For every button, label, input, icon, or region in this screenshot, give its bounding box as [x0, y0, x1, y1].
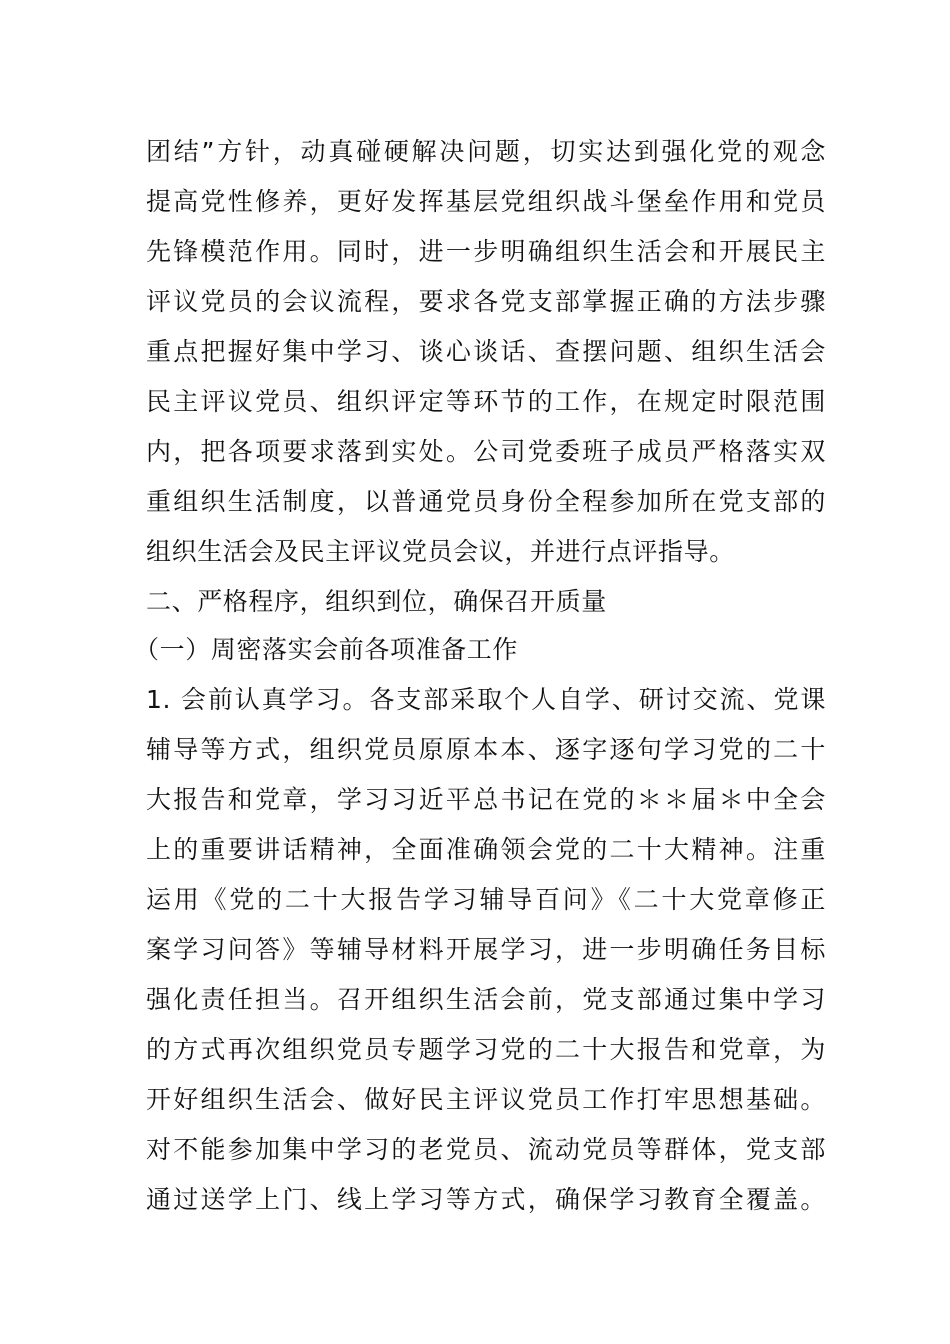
paragraph-line: 的方式再次组织党员专题学习党的二十大报告和党章，为: [146, 1035, 826, 1064]
paragraph-line: 通过送学上门、线上学习等方式，确保学习教育全覆盖。: [146, 1185, 826, 1214]
paragraph-line: 先锋模范作用。同时，进一步明确组织生活会和开展民主: [146, 237, 826, 266]
paragraph-line: 组织生活会及民主评议党员会议，并进行点评指导。: [146, 537, 735, 566]
paragraph-line: 评议党员的会议流程，要求各党支部掌握正确的方法步骤: [146, 287, 826, 316]
paragraph-line: 内，把各项要求落到实处。公司党委班子成员严格落实双: [146, 437, 826, 466]
paragraph-line: 民主评议党员、组织评定等环节的工作，在规定时限范围: [146, 387, 826, 416]
paragraph-line: 重组织生活制度，以普通党员身份全程参加所在党支部的: [146, 487, 826, 516]
paragraph-line: 提高党性修养，更好发挥基层党组织战斗堡垒作用和党员: [146, 187, 826, 216]
paragraph-line: 对不能参加集中学习的老党员、流动党员等群体，党支部: [146, 1135, 826, 1164]
paragraph-line: 案学习问答》等辅导材料开展学习，进一步明确任务目标: [146, 935, 826, 964]
paragraph-line: 上的重要讲话精神，全面准确领会党的二十大精神。注重: [146, 835, 826, 864]
paragraph-line: 辅导等方式，组织党员原原本本、逐字逐句学习党的二十: [146, 735, 826, 764]
paragraph-line: 运用《党的二十大报告学习辅导百问》《二十大党章修正: [146, 885, 826, 914]
paragraph-line: 强化责任担当。召开组织生活会前，党支部通过集中学习: [146, 985, 826, 1014]
paragraph-line: 团结”方针，动真碰硬解决问题，切实达到强化党的观念: [146, 137, 826, 166]
paragraph-line: 开好组织生活会、做好民主评议党员工作打牢思想基础。: [146, 1085, 826, 1114]
paragraph-line: 1. 会前认真学习。各支部采取个人自学、研讨交流、党课: [146, 685, 826, 714]
subsection-heading: （一）周密落实会前各项准备工作: [134, 635, 519, 664]
section-heading: 二、严格程序，组织到位，确保召开质量: [146, 587, 607, 616]
paragraph-line: 大报告和党章，学习习近平总书记在党的＊＊届＊中全会: [146, 785, 826, 814]
paragraph-line: 重点把握好集中学习、谈心谈话、查摆问题、组织生活会: [146, 337, 826, 366]
